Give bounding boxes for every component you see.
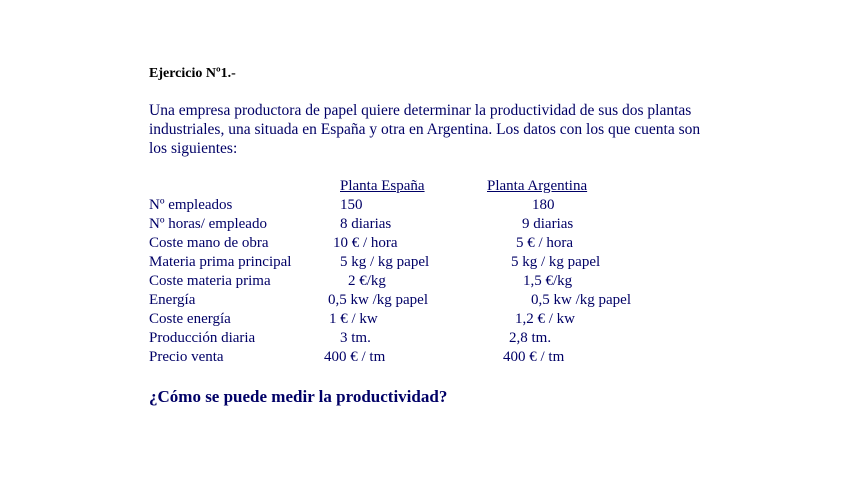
row-label: Energía xyxy=(149,292,196,308)
espana-value: 10 € / hora xyxy=(333,235,398,251)
argentina-value: 2,8 tm. xyxy=(509,330,552,346)
intro-line: Una empresa productora de papel quiere determinar la productividad de sus dos plantas xyxy=(149,102,692,119)
argentina-value: 1,5 €/kg xyxy=(523,273,573,289)
table-row xyxy=(0,197,848,216)
row-label: Precio venta xyxy=(149,349,224,365)
espana-value: 150 xyxy=(340,197,363,213)
table-row xyxy=(0,235,848,254)
espana-value: 0,5 kw /kg papel xyxy=(328,292,428,308)
row-label: Nº empleados xyxy=(149,197,233,213)
argentina-value: 0,5 kw /kg papel xyxy=(531,292,631,308)
table-row xyxy=(0,216,848,235)
espana-value: 2 €/kg xyxy=(348,273,386,289)
table-row xyxy=(0,349,848,368)
argentina-value: 9 diarias xyxy=(522,216,574,232)
argentina-value: 5 € / hora xyxy=(516,235,574,251)
espana-value: 1 € / kw xyxy=(329,311,378,327)
espana-value: 5 kg / kg papel xyxy=(340,254,430,270)
row-label: Coste materia prima xyxy=(149,273,271,289)
espana-value: 400 € / tm xyxy=(324,349,386,365)
intro-line: industriales, una situada en España y otra en Argentina. Los datos con los que cuenta son xyxy=(149,121,701,138)
column-header-argentina: Planta Argentina xyxy=(487,178,588,194)
row-label: Coste mano de obra xyxy=(149,235,269,251)
column-header-espana: Planta España xyxy=(340,178,425,194)
argentina-value: 180 xyxy=(532,197,555,213)
exercise-heading: Ejercicio Nº1.- xyxy=(149,66,236,81)
table-row xyxy=(0,254,848,273)
argentina-value: 5 kg / kg papel xyxy=(511,254,601,270)
argentina-value: 400 € / tm xyxy=(503,349,565,365)
intro-paragraph xyxy=(149,101,729,158)
row-label: Nº horas/ empleado xyxy=(149,216,267,232)
row-label: Producción diaria xyxy=(149,330,256,346)
table-row xyxy=(0,292,848,311)
row-label: Coste energía xyxy=(149,311,231,327)
intro-line: los siguientes: xyxy=(149,140,238,157)
table-row xyxy=(0,311,848,330)
espana-value: 3 tm. xyxy=(340,330,371,346)
espana-value: 8 diarias xyxy=(340,216,392,232)
question-text: ¿Cómo se puede medir la productividad? xyxy=(149,387,448,406)
table-row xyxy=(0,330,848,349)
table-row xyxy=(0,273,848,292)
row-label: Materia prima principal xyxy=(149,254,292,270)
argentina-value: 1,2 € / kw xyxy=(515,311,575,327)
